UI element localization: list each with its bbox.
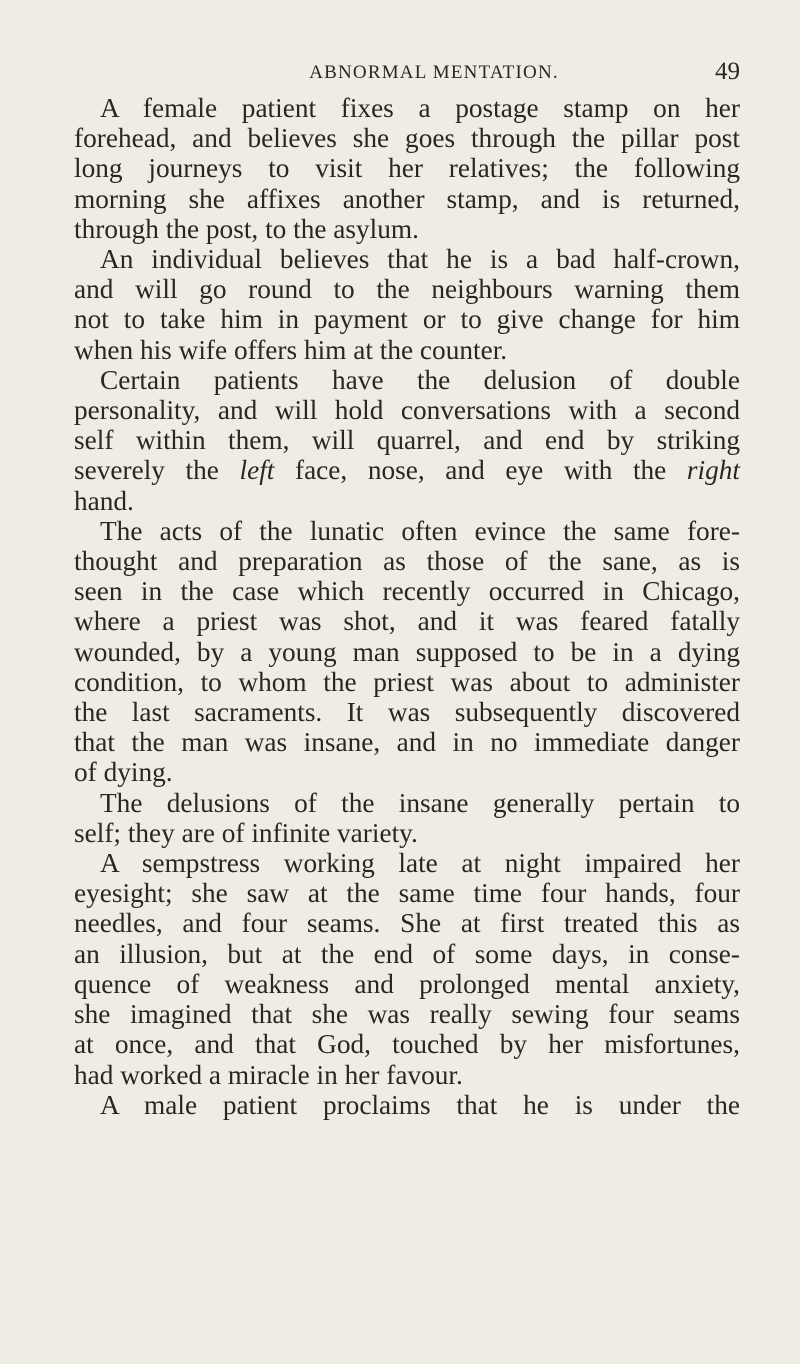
text-line: self; they are of infinite variety. [74, 817, 418, 848]
text-line: when his wife offers him at the counter. [74, 334, 508, 365]
text-line: condition, to whom the priest was about to administer [74, 666, 740, 697]
text-line: the last sacraments. It was subsequently discovered [74, 697, 740, 728]
text-line: A female patient fixes a postage stamp on her [100, 93, 740, 123]
text-line: severely the left face, nose, and eye with the right [74, 455, 740, 486]
text-line: quence of weakness and prolonged mental anxiety, [74, 968, 740, 999]
paragraph [74, 516, 740, 788]
text-line: at once, and that God, touched by her misfortunes, [74, 1029, 740, 1060]
paragraph [74, 244, 740, 365]
text-line: wounded, by a young man supposed to be in a dying [74, 636, 740, 667]
text-line: personality, and will hold conversations with a second [74, 395, 740, 426]
text-line: that the man was insane, and in no immediate danger [74, 727, 740, 758]
page-number: 49 [715, 58, 740, 85]
page-header [128, 58, 740, 94]
text-line: self within them, will quarrel, and end by striking [74, 425, 740, 456]
text-line: not to take him in payment or to give change for him [74, 304, 740, 335]
text-line: through the post, to the asylum. [74, 213, 419, 244]
emphasis-word: left [239, 455, 275, 486]
paragraph [74, 788, 740, 848]
text-line: seen in the case which recently occurred in Chicago, [74, 576, 740, 607]
paragraph [74, 93, 740, 244]
text-line: long journeys to visit her relatives; the following [74, 153, 740, 184]
text-line: forehead, and believes she goes through the pillar post [74, 123, 740, 154]
text-line: eyesight; she saw at the same time four hands, four [74, 878, 740, 909]
text-line: needles, and four seams. She at first treated this as [74, 908, 740, 939]
text-line: A male patient proclaims that he is under the [100, 1089, 740, 1120]
running-title: ABNORMAL MENTATION. [309, 62, 559, 83]
text-line: and will go round to the neighbours warning them [74, 274, 740, 305]
text-line: Certain patients have the delusion of double [100, 364, 740, 395]
text-line: hand. [74, 485, 134, 516]
text-line: An individual believes that he is a bad half-crown, [100, 244, 740, 275]
text-line: an illusion, but at the end of some days, in conse- [74, 938, 740, 969]
paragraph [74, 1090, 740, 1120]
text-line: had worked a miracle in her favour. [74, 1059, 463, 1090]
text-line: of dying. [74, 757, 173, 788]
text-line: morning she affixes another stamp, and is returned, [74, 183, 740, 214]
text-line: she imagined that she was really sewing four seams [74, 999, 740, 1030]
text-line: A sempstress working late at night impaired her [100, 848, 740, 879]
text-line: thought and preparation as those of the sane, as is [74, 546, 740, 577]
text-line: The delusions of the insane generally pertain to [100, 787, 740, 818]
paragraph [74, 848, 740, 1090]
paragraph [74, 365, 740, 516]
emphasis-word: right [686, 455, 740, 486]
text-line: The acts of the lunatic often evince the same fore- [100, 515, 740, 546]
text-line: where a priest was shot, and it was feared fatally [74, 606, 740, 637]
body-text [74, 93, 740, 1120]
